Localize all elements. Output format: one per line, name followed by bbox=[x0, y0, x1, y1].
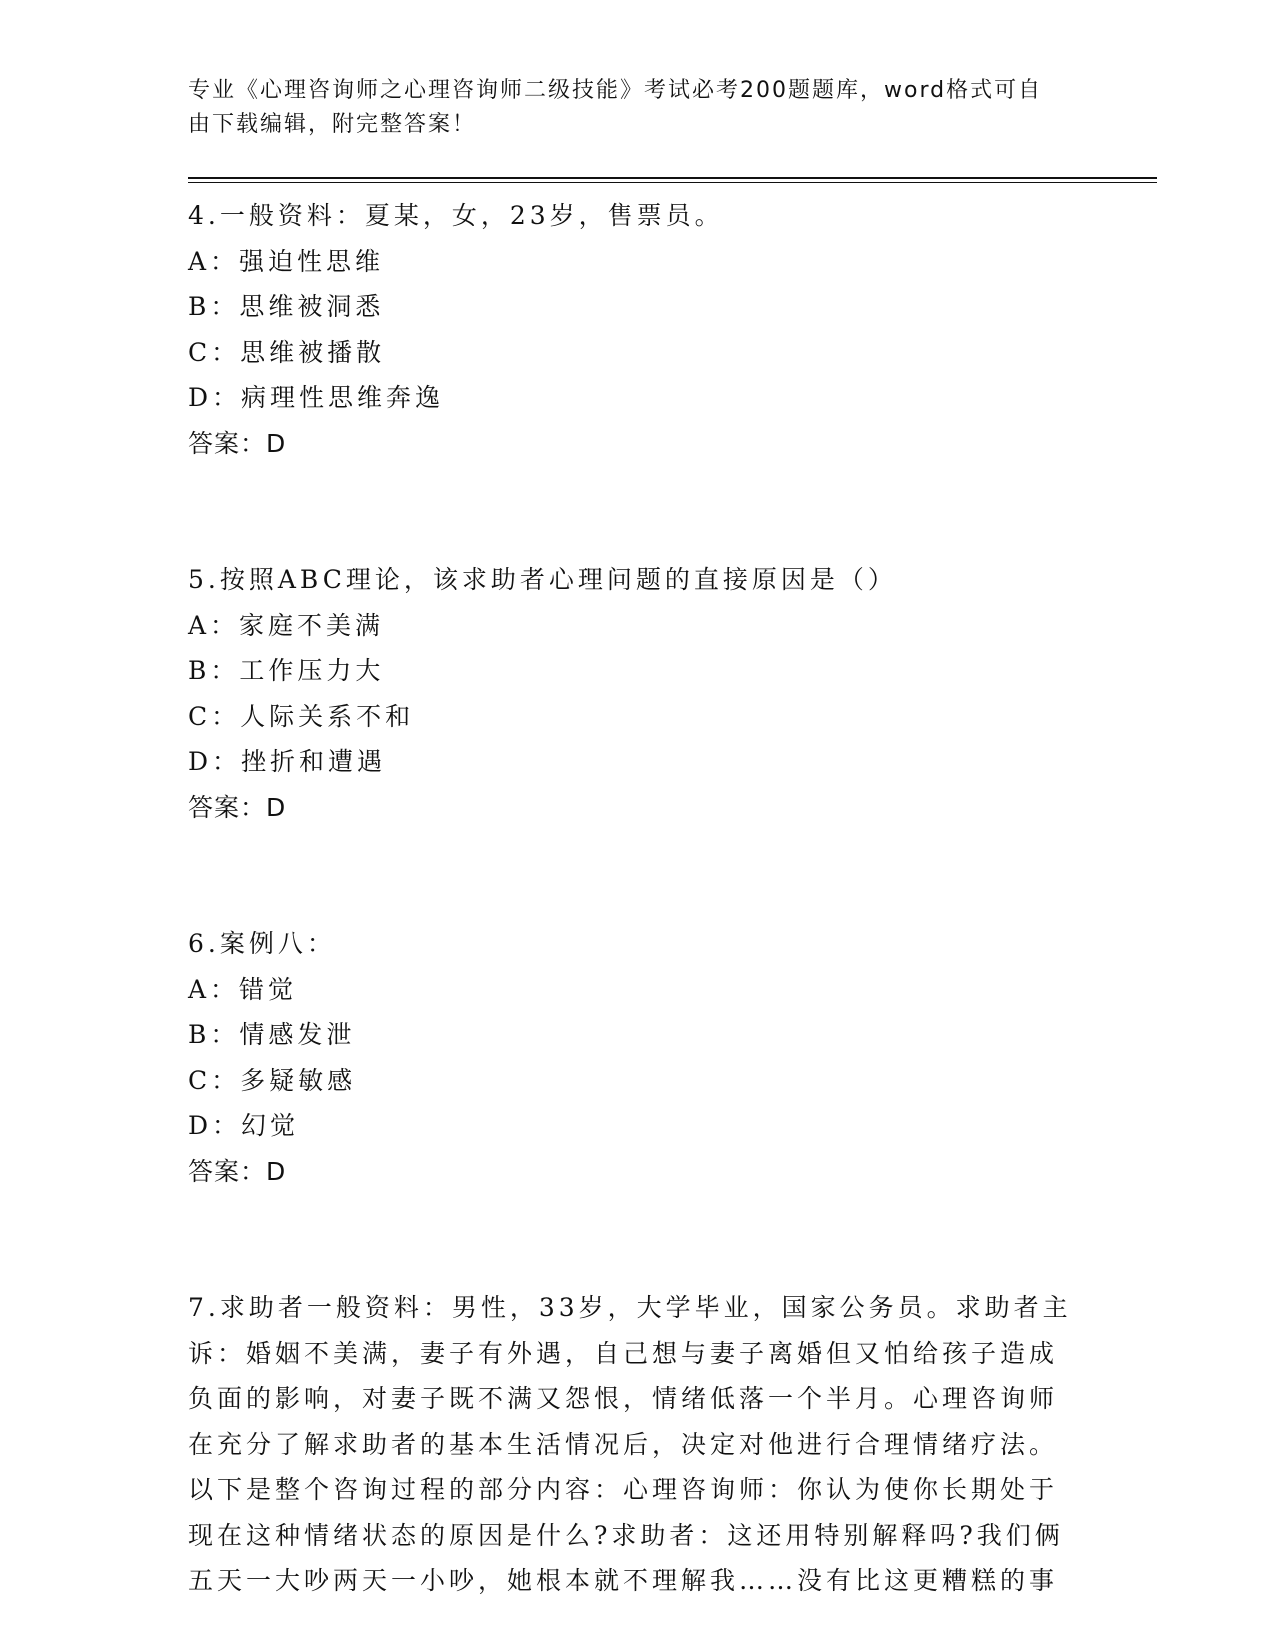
question-stem: 5.按照ABC理论，该求助者心理问题的直接原因是（） bbox=[188, 565, 897, 594]
option-a: A：强迫性思维 bbox=[188, 246, 385, 276]
option-b: B：工作压力大 bbox=[188, 656, 385, 685]
option-b: B：情感发泄 bbox=[188, 1020, 356, 1049]
header-line-2: 由下载编辑，附完整答案！ bbox=[188, 112, 477, 137]
question-7-line: 在充分了解求助者的基本生活情况后，决定对他进行合理情绪疗法。 bbox=[188, 1429, 1059, 1459]
option-d: D：挫折和遭遇 bbox=[188, 747, 387, 776]
question-7-line: 负面的影响，对妻子既不满又怨恨，情绪低落一个半月。心理咨询师 bbox=[188, 1384, 1059, 1413]
option-c: C：思维被播散 bbox=[188, 337, 386, 367]
option-a: A：错觉 bbox=[188, 974, 298, 1004]
option-d: D：病理性思维奔逸 bbox=[188, 383, 445, 412]
question-5 bbox=[188, 557, 1073, 830]
question-4 bbox=[188, 193, 1073, 466]
question-stem: 4.一般资料：夏某，女，23岁，售票员。 bbox=[188, 201, 724, 230]
option-a: A：家庭不美满 bbox=[188, 610, 385, 640]
header-divider-thin bbox=[188, 182, 1157, 183]
question-7-line: 现在这种情绪状态的原因是什么?求助者：这还用特别解释吗?我们俩 bbox=[188, 1520, 1064, 1550]
answer-line: 答案：D bbox=[188, 792, 287, 822]
document-header bbox=[188, 74, 1078, 142]
answer-line: 答案：D bbox=[188, 1156, 287, 1186]
question-7-line: 7.求助者一般资料：男性，33岁，大学毕业，国家公务员。求助者主 bbox=[188, 1293, 1072, 1322]
option-b: B：思维被洞悉 bbox=[188, 292, 385, 321]
option-c: C：人际关系不和 bbox=[188, 701, 415, 731]
spacer bbox=[188, 1194, 1073, 1285]
spacer bbox=[188, 830, 1073, 921]
question-6 bbox=[188, 921, 1073, 1194]
question-7-line: 以下是整个咨询过程的部分内容：心理咨询师：你认为使你长期处于 bbox=[188, 1475, 1059, 1504]
spacer bbox=[188, 466, 1073, 557]
question-7-line: 五天一大吵两天一小吵，她根本就不理解我……没有比这更糟糕的事 bbox=[188, 1566, 1059, 1595]
question-list bbox=[188, 193, 1073, 1604]
answer-line: 答案：D bbox=[188, 428, 287, 458]
option-c: C：多疑敏感 bbox=[188, 1065, 357, 1095]
header-divider-thick bbox=[188, 177, 1157, 179]
question-stem: 6.案例八： bbox=[188, 929, 336, 958]
option-d: D：幻觉 bbox=[188, 1111, 300, 1140]
question-7 bbox=[188, 1285, 1073, 1604]
header-line-1: 专业《心理咨询师之心理咨询师二级技能》考试必考200题题库，word格式可自 bbox=[188, 78, 1043, 103]
question-7-line: 诉：婚姻不美满，妻子有外遇，自己想与妻子离婚但又怕给孩子造成 bbox=[188, 1338, 1059, 1368]
